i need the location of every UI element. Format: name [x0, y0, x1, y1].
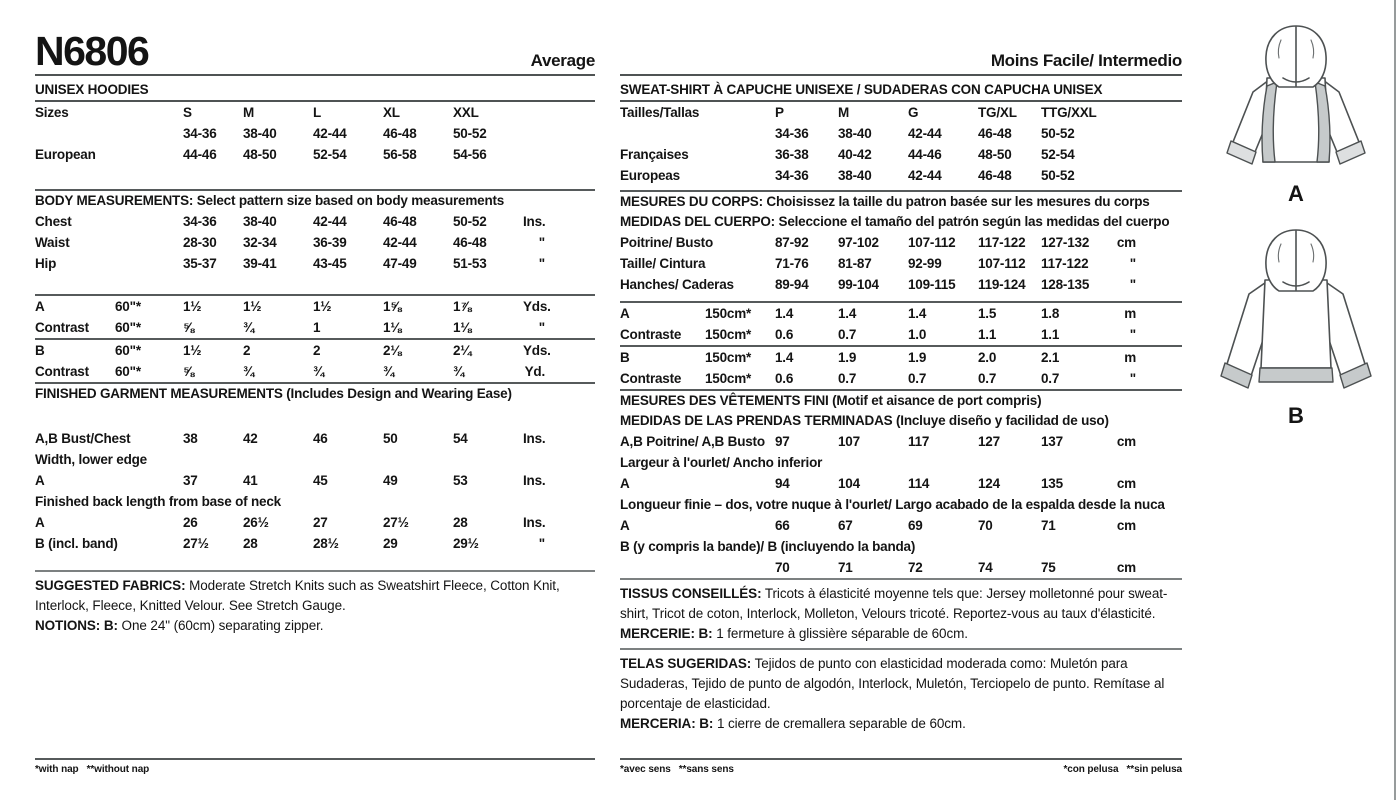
- table-cell: 135: [1041, 476, 1063, 491]
- table-cell: 69: [908, 518, 923, 533]
- row-label: B 150cm*: [620, 347, 775, 368]
- table-cell: 54-56: [453, 147, 487, 162]
- body-measurements-heading-fr: MESURES DU CORPS: Choisissez la taille du patron basée sur les mesures du corps: [620, 194, 1150, 209]
- table-cell: 27: [313, 515, 328, 530]
- table-row: [35, 340, 595, 361]
- row-label: Contrast 60"*: [35, 317, 183, 338]
- unit-cell: cm: [1116, 560, 1136, 575]
- unit-cell: Yds.: [523, 343, 551, 358]
- row-label: A 150cm*: [620, 303, 775, 324]
- table-row: [620, 102, 1182, 123]
- row-label: B 60"*: [35, 340, 183, 361]
- footnote-nap-label-es: *con pelusa **sin pelusa: [1063, 764, 1182, 775]
- table-cell: 53: [453, 473, 468, 488]
- row-label: Hip: [35, 256, 57, 271]
- table-row: [35, 296, 595, 317]
- table-cell: 107-112: [978, 256, 1026, 271]
- table-cell: 52-54: [313, 147, 347, 162]
- table-cell: ¾: [453, 364, 465, 379]
- unit-cell: Yd.: [524, 364, 545, 379]
- unit-cell: ": [538, 235, 545, 250]
- fabric-width-spec: 60"*: [115, 343, 141, 358]
- table-row: [620, 324, 1182, 345]
- table-row: Width, lower edge: [35, 452, 147, 467]
- table-cell: 34-36: [183, 126, 217, 141]
- table-cell: TG/XL: [978, 105, 1017, 120]
- suggested-fabrics-text-fr: TISSUS CONSEILLÉS: Tricots à élasticité moyenne tels que: Jersey molletonné pour sweat-shirt, Tricot de coton, Interlock, Molleton, Velours tricoté. Reportez-vous au taux d'élasticité.: [620, 586, 1168, 621]
- yardage-table-b-intl: [620, 347, 1182, 389]
- table-cell: 107-112: [908, 235, 956, 250]
- unit-cell: Ins.: [523, 473, 546, 488]
- unit-cell: Yds.: [523, 299, 551, 314]
- table-cell: 74: [978, 560, 993, 575]
- table-cell: TTG/XXL: [1041, 105, 1097, 120]
- table-row: [35, 533, 595, 554]
- table-cell: 26½: [243, 515, 269, 530]
- table-row: [35, 232, 595, 253]
- fabric-width-spec: 150cm*: [705, 306, 752, 321]
- row-label: A,B Poitrine/ A,B Busto: [620, 434, 765, 449]
- table-row: [35, 317, 595, 338]
- row-label: [620, 557, 775, 578]
- unit-cell: ": [538, 320, 545, 335]
- table-cell: 117-122: [978, 235, 1026, 250]
- table-cell: 27½: [183, 536, 209, 551]
- table-cell: 2.0: [978, 350, 997, 365]
- footnote-intl: [620, 758, 1182, 775]
- table-cell: 1.0: [908, 327, 927, 342]
- row-label: Contraste 150cm*: [620, 368, 775, 389]
- table-cell: 0.7: [978, 371, 997, 386]
- table-row: [35, 470, 595, 491]
- table-cell: 97-102: [838, 235, 879, 250]
- table-cell: 46-48: [383, 214, 417, 229]
- unit-cell: ": [538, 536, 545, 551]
- table-cell: 38: [183, 431, 198, 446]
- sizes-table-intl: [620, 102, 1182, 186]
- table-cell: 42: [243, 431, 258, 446]
- divider: [620, 648, 1182, 650]
- table-cell: 42-44: [908, 168, 942, 183]
- table-cell: 36-38: [775, 147, 809, 162]
- table-cell: XXL: [453, 105, 479, 120]
- table-row: [620, 303, 1182, 324]
- section-title-intl: SWEAT-SHIRT À CAPUCHE UNISEXE / SUDADERAS CON CAPUCHA UNISEX: [620, 76, 1182, 102]
- unit-cell: [1101, 144, 1182, 165]
- table-cell: 46-48: [978, 126, 1012, 141]
- table-cell: 2.1: [1041, 350, 1060, 365]
- unit-cell: [1101, 123, 1182, 144]
- table-cell: 89-94: [775, 277, 809, 292]
- table-row: [35, 211, 595, 232]
- table-row: [35, 144, 595, 165]
- table-cell: 1⅛: [383, 320, 402, 335]
- table-cell: 46: [313, 431, 328, 446]
- unit-cell: [523, 144, 595, 165]
- table-cell: 127: [978, 434, 1000, 449]
- table-cell: 28-30: [183, 235, 217, 250]
- footnote-nap-label-fr: *avec sens **sans sens: [620, 764, 734, 775]
- row-label: B (incl. band): [35, 536, 118, 551]
- yardage-table-a-en: [35, 296, 595, 338]
- row-label: [620, 123, 775, 144]
- table-cell: 119-124: [978, 277, 1026, 292]
- table-cell: 47-49: [383, 256, 417, 271]
- row-label: A: [35, 473, 45, 488]
- table-cell: 51-53: [453, 256, 487, 271]
- table-cell: 117: [908, 434, 930, 449]
- table-cell: 124: [978, 476, 1000, 491]
- unit-cell: [523, 123, 595, 144]
- unit-cell: [1101, 102, 1182, 123]
- table-cell: 1½: [183, 299, 202, 314]
- table-cell: 42-44: [313, 126, 347, 141]
- fabric-width-spec: 60"*: [115, 320, 141, 335]
- notions-text-es: MERCERIA: B: 1 cierre de cremallera separable de 60cm.: [620, 716, 966, 731]
- table-cell: ¾: [243, 364, 255, 379]
- table-cell: 46-48: [383, 126, 417, 141]
- finished-measurements-heading-es: MEDIDAS DE LAS PRENDAS TERMINADAS (Incluye diseño y facilidad de uso): [620, 413, 1109, 428]
- table-cell: 1½: [243, 299, 262, 314]
- table-cell: XL: [383, 105, 400, 120]
- table-cell: 36-39: [313, 235, 347, 250]
- table-cell: 49: [383, 473, 398, 488]
- row-label: A: [620, 476, 630, 491]
- unit-cell: m: [1124, 306, 1136, 321]
- table-cell: 34-36: [775, 168, 809, 183]
- table-cell: 0.7: [908, 371, 927, 386]
- right-header: [620, 0, 1182, 76]
- footnote-en: [35, 758, 595, 775]
- table-cell: 50-52: [1041, 126, 1075, 141]
- table-cell: 38-40: [243, 214, 277, 229]
- row-label: Contrast 60"*: [35, 361, 183, 382]
- row-label: Sizes: [35, 105, 69, 120]
- unit-cell: ": [1129, 277, 1136, 292]
- table-row: [620, 515, 1182, 536]
- table-cell: 2⅛: [383, 343, 402, 358]
- table-cell: 37: [183, 473, 198, 488]
- unit-cell: Ins.: [523, 214, 546, 229]
- fabric-width-spec: 60"*: [115, 299, 141, 314]
- table-cell: 29½: [453, 536, 479, 551]
- table-cell: G: [908, 105, 919, 120]
- table-cell: 42-44: [383, 235, 417, 250]
- table-cell: 26: [183, 515, 198, 530]
- table-cell: 1.8: [1041, 306, 1060, 321]
- table-cell: 42-44: [313, 214, 347, 229]
- table-cell: 99-104: [838, 277, 879, 292]
- english-column: [35, 0, 595, 800]
- table-cell: 0.7: [838, 371, 857, 386]
- fabric-width-spec: 150cm*: [705, 371, 752, 386]
- table-cell: 38-40: [838, 126, 872, 141]
- table-cell: 71: [838, 560, 853, 575]
- table-cell: 28: [453, 515, 468, 530]
- hoodie-b-illustration: [1211, 228, 1381, 396]
- table-cell: 97: [775, 434, 790, 449]
- table-cell: 50-52: [453, 214, 487, 229]
- table-cell: 75: [1041, 560, 1056, 575]
- fabric-width-spec: 150cm*: [705, 350, 752, 365]
- table-row: [620, 557, 1182, 578]
- table-row: [620, 347, 1182, 368]
- table-cell: 48-50: [243, 147, 277, 162]
- illustrations-column: [1198, 0, 1394, 800]
- table-row: [620, 123, 1182, 144]
- unit-cell: ": [1129, 256, 1136, 271]
- yardage-table-b-en: [35, 340, 595, 382]
- table-cell: 92-99: [908, 256, 942, 271]
- row-label: European: [35, 147, 96, 162]
- table-cell: L: [313, 105, 322, 120]
- table-cell: 127-132: [1041, 235, 1090, 250]
- sizes-table-en: [35, 102, 595, 165]
- table-cell: 107: [838, 434, 860, 449]
- row-label: Tailles/Tallas: [620, 105, 700, 120]
- table-row: Longueur finie – dos, votre nuque à l'ourlet/ Largo acabado de la espalda desde la nuca: [620, 497, 1165, 512]
- table-cell: 41: [243, 473, 258, 488]
- row-label: [35, 123, 183, 144]
- table-cell: 2: [313, 343, 321, 358]
- suggested-fabrics-text-es: TELAS SUGERIDAS: Tejidos de punto con elasticidad moderada como: Muletón para Sudaderas, Tejido de punto de algodón, Interlock, Muletón, Terciopelo de punto. Remítase al porcentaje de elasticidad.: [620, 656, 1165, 711]
- table-cell: 2¼: [453, 343, 472, 358]
- table-cell: 128-135: [1041, 277, 1090, 292]
- table-cell: 2: [243, 343, 251, 358]
- table-cell: 50-52: [453, 126, 487, 141]
- table-cell: 35-37: [183, 256, 217, 271]
- pattern-number: N6806: [35, 28, 149, 75]
- table-cell: 1.1: [1041, 327, 1060, 342]
- table-cell: 81-87: [838, 256, 872, 271]
- suggested-fabrics-text: SUGGESTED FABRICS: Moderate Stretch Knits such as Sweatshirt Fleece, Cotton Knit, Interlock, Fleece, Knitted Velour. See Stretch Gauge.: [35, 578, 560, 613]
- table-row: [620, 274, 1182, 295]
- unit-cell: cm: [1116, 434, 1136, 449]
- table-cell: M: [243, 105, 255, 120]
- unit-cell: cm: [1116, 476, 1136, 491]
- row-label: A 60"*: [35, 296, 183, 317]
- table-row: Finished back length from base of neck: [35, 494, 281, 509]
- row-label: Contraste 150cm*: [620, 324, 775, 345]
- unit-cell: ": [1129, 371, 1136, 386]
- unit-cell: cm: [1116, 518, 1136, 533]
- table-cell: 71: [1041, 518, 1056, 533]
- table-row: [35, 102, 595, 123]
- table-cell: 52-54: [1041, 147, 1075, 162]
- table-cell: ¾: [383, 364, 395, 379]
- table-row: Largeur à l'ourlet/ Ancho inferior: [620, 455, 823, 470]
- difficulty-label-intl: Moins Facile/ Intermedio: [990, 51, 1182, 70]
- row-label: Europeas: [620, 168, 680, 183]
- table-cell: 27½: [383, 515, 409, 530]
- table-cell: 1½: [183, 343, 202, 358]
- finished-measurements-heading-fr: MESURES DES VÊTEMENTS FINI (Motif et aisance de port compris): [620, 393, 1042, 408]
- footnote-nap-label: *with nap **without nap: [35, 764, 150, 775]
- table-cell: 72: [908, 560, 923, 575]
- unit-cell: ": [1129, 327, 1136, 342]
- french-spanish-column: [620, 0, 1182, 800]
- table-cell: 44-46: [908, 147, 942, 162]
- table-cell: ¾: [313, 364, 325, 379]
- row-label: Taille/ Cintura: [620, 256, 706, 271]
- table-cell: 39-41: [243, 256, 277, 271]
- table-cell: 0.7: [838, 327, 857, 342]
- row-label: Waist: [35, 235, 70, 250]
- notions-text-fr: MERCERIE: B: 1 fermeture à glissière séparable de 60cm.: [620, 626, 968, 641]
- table-cell: 46-48: [453, 235, 487, 250]
- unit-cell: [523, 102, 595, 123]
- notions-text: NOTIONS: B: One 24" (60cm) separating zipper.: [35, 618, 324, 633]
- table-row: [35, 512, 595, 533]
- view-a-figure: [1198, 22, 1394, 207]
- table-cell: 28½: [313, 536, 339, 551]
- table-cell: 32-34: [243, 235, 277, 250]
- table-cell: 1.1: [978, 327, 997, 342]
- table-cell: ⅝: [183, 364, 195, 379]
- row-label: Hanches/ Caderas: [620, 277, 734, 292]
- table-row: [620, 165, 1182, 186]
- yardage-table-a-intl: [620, 303, 1182, 345]
- view-b-label: B: [1288, 403, 1304, 428]
- table-cell: P: [775, 105, 784, 120]
- table-cell: ¾: [243, 320, 255, 335]
- table-cell: 1.5: [978, 306, 997, 321]
- table-row: [35, 428, 595, 449]
- table-cell: 48-50: [978, 147, 1012, 162]
- table-cell: 1.4: [908, 306, 927, 321]
- table-cell: 34-36: [775, 126, 809, 141]
- body-measurements-heading-es: MEDIDAS DEL CUERPO: Seleccione el tamaño del patrón según las medidas del cuerpo: [620, 214, 1170, 229]
- unit-cell: cm: [1116, 235, 1136, 250]
- table-cell: 0.6: [775, 371, 794, 386]
- row-label: A: [620, 518, 630, 533]
- row-label: A: [35, 515, 45, 530]
- finished-measurements-table-intl: [620, 431, 1182, 578]
- table-cell: 1: [313, 320, 321, 335]
- row-label: Chest: [35, 214, 72, 229]
- table-row: [35, 253, 595, 274]
- table-cell: 1.9: [908, 350, 927, 365]
- divider: [35, 570, 595, 572]
- table-cell: 1⅝: [383, 299, 402, 314]
- table-cell: S: [183, 105, 192, 120]
- table-cell: 34-36: [183, 214, 217, 229]
- row-label: Françaises: [620, 147, 689, 162]
- table-cell: 114: [908, 476, 930, 491]
- table-row: [620, 368, 1182, 389]
- table-cell: 1.4: [775, 350, 794, 365]
- table-row: [620, 253, 1182, 274]
- table-cell: 50: [383, 431, 398, 446]
- table-row: B (y compris la bande)/ B (incluyendo la banda): [620, 539, 916, 554]
- table-row: [620, 144, 1182, 165]
- fabric-width-spec: 150cm*: [705, 327, 752, 342]
- table-cell: 46-48: [978, 168, 1012, 183]
- table-cell: 70: [978, 518, 993, 533]
- unit-cell: Ins.: [523, 431, 546, 446]
- table-cell: 66: [775, 518, 790, 533]
- table-cell: 43-45: [313, 256, 347, 271]
- table-cell: 87-92: [775, 235, 809, 250]
- table-row: [35, 361, 595, 382]
- view-b-figure: [1198, 228, 1394, 429]
- table-cell: 71-76: [775, 256, 809, 271]
- table-cell: 28: [243, 536, 258, 551]
- finished-measurements-heading-en: FINISHED GARMENT MEASUREMENTS (Includes Design and Wearing Ease): [35, 386, 512, 401]
- table-cell: 54: [453, 431, 468, 446]
- view-a-label: A: [1288, 181, 1304, 206]
- row-label: Poitrine/ Busto: [620, 235, 714, 250]
- body-measurements-heading-en: BODY MEASUREMENTS: Select pattern size based on body measurements: [35, 193, 505, 208]
- table-cell: 50-52: [1041, 168, 1075, 183]
- fabric-width-spec: 60"*: [115, 364, 141, 379]
- table-cell: 1½: [313, 299, 332, 314]
- table-cell: 42-44: [908, 126, 942, 141]
- table-cell: 0.7: [1041, 371, 1060, 386]
- table-cell: 1.4: [775, 306, 794, 321]
- table-cell: 44-46: [183, 147, 217, 162]
- body-measurements-table-intl: [620, 232, 1182, 295]
- table-cell: 117-122: [1041, 256, 1089, 271]
- table-cell: 0.6: [775, 327, 794, 342]
- body-measurements-table-en: [35, 211, 595, 274]
- table-cell: 29: [383, 536, 398, 551]
- table-cell: 45: [313, 473, 328, 488]
- table-cell: 1.4: [838, 306, 857, 321]
- table-cell: 38-40: [838, 168, 872, 183]
- unit-cell: Ins.: [523, 515, 546, 530]
- table-cell: 70: [775, 560, 790, 575]
- page-edge-divider: [1394, 0, 1396, 800]
- table-cell: 1⅛: [453, 320, 472, 335]
- table-cell: 104: [838, 476, 860, 491]
- table-row: [620, 232, 1182, 253]
- unit-cell: ": [538, 256, 545, 271]
- section-title-en: UNISEX HOODIES: [35, 76, 595, 102]
- table-cell: 94: [775, 476, 790, 491]
- table-cell: ⅝: [183, 320, 195, 335]
- table-row: [35, 123, 595, 144]
- table-row: [620, 473, 1182, 494]
- table-cell: 1⅞: [453, 299, 472, 314]
- divider: [620, 578, 1182, 580]
- left-header: [35, 0, 595, 76]
- table-cell: 38-40: [243, 126, 277, 141]
- hoodie-a-illustration: [1211, 22, 1381, 174]
- table-cell: 137: [1041, 434, 1063, 449]
- table-cell: 67: [838, 518, 853, 533]
- unit-cell: m: [1124, 350, 1136, 365]
- table-cell: M: [838, 105, 850, 120]
- unit-cell: [1101, 165, 1182, 186]
- difficulty-label-en: Average: [530, 51, 595, 70]
- table-cell: 40-42: [838, 147, 872, 162]
- table-cell: 109-115: [908, 277, 956, 292]
- row-label: A,B Bust/Chest: [35, 431, 131, 446]
- table-cell: 56-58: [383, 147, 417, 162]
- finished-measurements-table-en: [35, 428, 595, 554]
- table-row: [620, 431, 1182, 452]
- table-cell: 1.9: [838, 350, 857, 365]
